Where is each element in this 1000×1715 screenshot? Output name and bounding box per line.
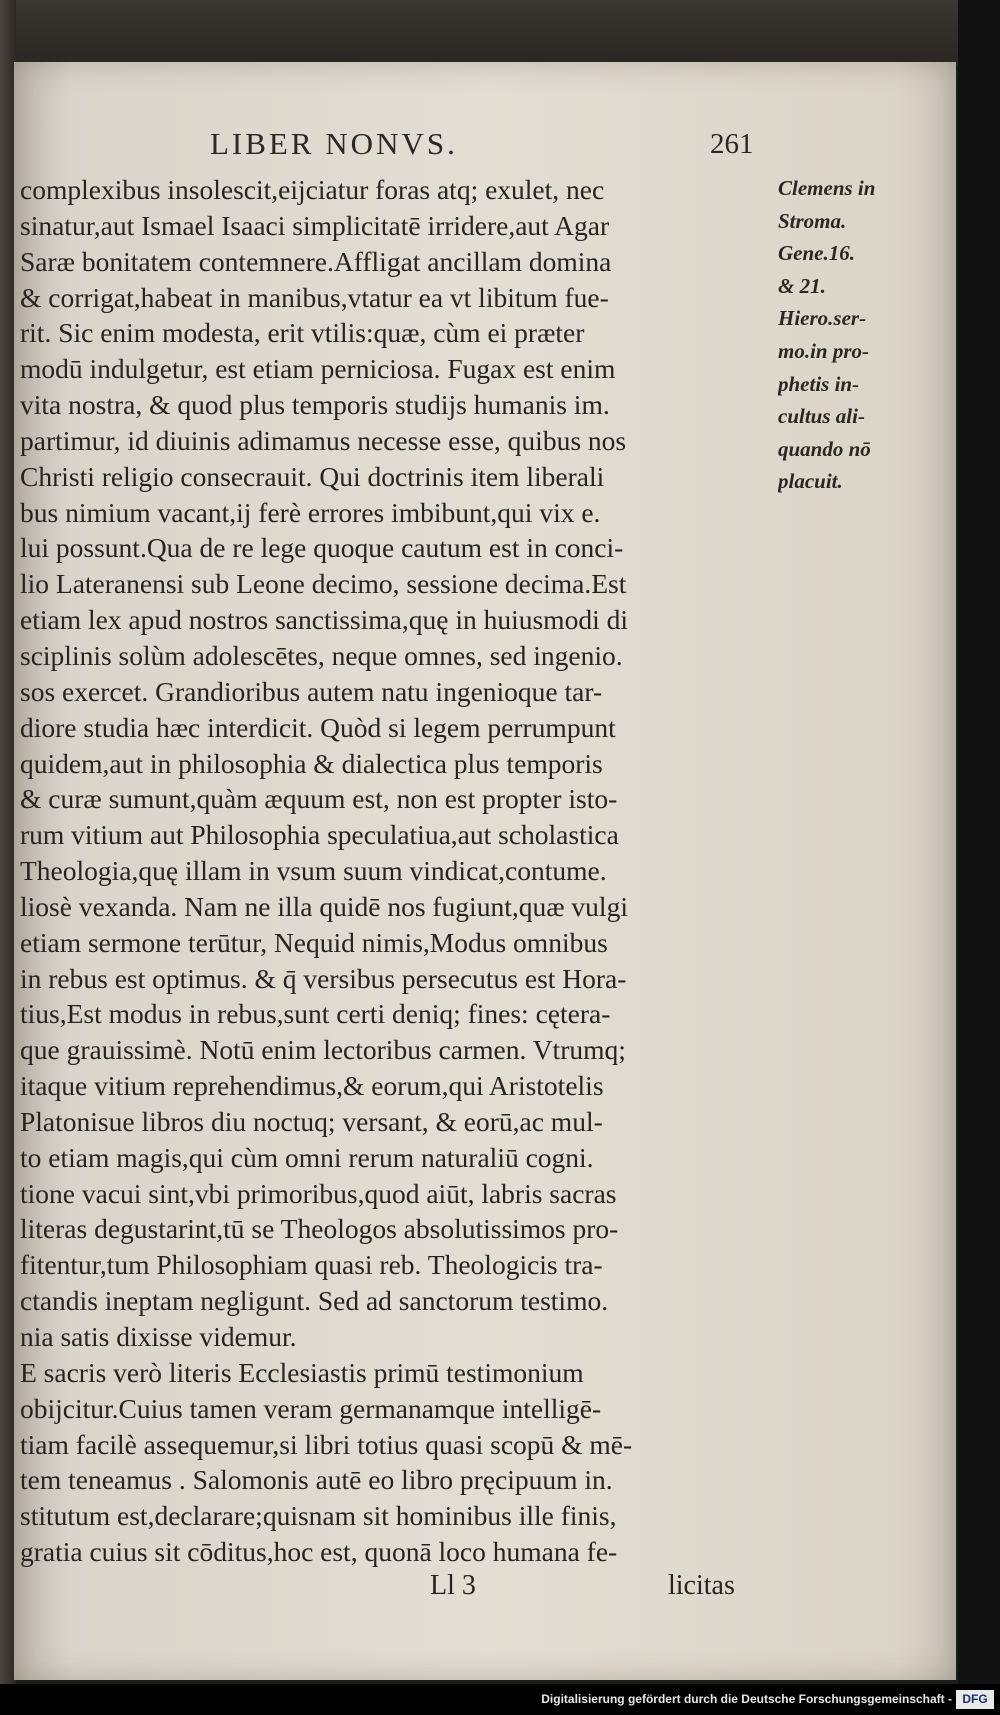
- text-line: liosè vexanda. Nam ne illa quidē nos fugiunt,quæ vulgi: [20, 890, 628, 922]
- page-header: [14, 126, 956, 166]
- running-head: LIBER NONVS.: [210, 126, 458, 161]
- text-line: tius,Est modus in rebus,sunt certi deniq; fines: cętera-: [20, 998, 611, 1030]
- book-page: [14, 62, 956, 1680]
- scanner-background-top: [0, 0, 1000, 66]
- text-line: & corrigat,habeat in manibus,vtatur ea vt libitum fue-: [20, 281, 609, 313]
- dfg-logo: DFG: [956, 1690, 994, 1709]
- catchword: licitas: [668, 1570, 735, 1601]
- text-line: & curæ sumunt,quàm æquum est, non est propter isto-: [20, 783, 618, 815]
- text-line: gratia cuius sit cōditus,hoc est, quonā loco humana fe-: [20, 1536, 618, 1568]
- marginal-note: Clemens in: [778, 176, 876, 200]
- body-text: [20, 172, 770, 1570]
- text-line: tione vacui sint,vbi primoribus,quod aiūt, labris sacras: [20, 1177, 617, 1209]
- text-line: Christi religio consecrauit. Qui doctrinis item liberali: [20, 460, 605, 492]
- text-line: quidem,aut in philosophia & dialectica plus temporis: [20, 747, 603, 779]
- text-line: etiam lex apud nostros sanctissima,quę in huiusmodi di: [20, 604, 628, 636]
- text-line: partimur, id diuinis adimamus necesse esse, quibus nos: [20, 424, 627, 456]
- text-line: bus nimium vacant,ij ferè errores imbibunt,qui vix e.: [20, 496, 601, 528]
- text-line: in rebus est optimus. & q̄ versibus persecutus est Hora-: [20, 962, 627, 994]
- marginal-note: Gene.16.: [778, 241, 855, 266]
- marginal-note: Hiero.ser-: [778, 306, 867, 331]
- page-content: [14, 62, 956, 1680]
- text-line: sinatur,aut Ismael Isaaci simplicitatē irridere,aut Agar: [20, 209, 610, 241]
- marginal-note: quando nō: [778, 436, 871, 461]
- marginal-note: Stroma.: [778, 208, 847, 233]
- marginal-note: mo.in pro-: [778, 338, 870, 363]
- text-line: rit. Sic enim modesta, erit vtilis:quæ, cùm ei præter: [20, 317, 585, 349]
- text-line: nia satis dixisse videmur.: [20, 1321, 297, 1352]
- text-line: sos exercet. Grandioribus autem natu ingenioque tar-: [20, 675, 603, 707]
- text-line: tiam facilè assequemur,si libri totius quasi scopū & mē-: [20, 1428, 633, 1460]
- text-line: itaque vitium reprehendimus,& eorum,qui Aristotelis: [20, 1070, 604, 1102]
- text-line: rum vitium aut Philosophia speculatiua,aut scholastica: [20, 819, 619, 851]
- text-line: ctandis ineptam negligunt. Sed ad sanctorum testimo.: [20, 1285, 609, 1317]
- text-line: Theologia,quę illam in vsum suum vindicat,contume.: [20, 855, 607, 887]
- text-line: vita nostra, & quod plus temporis studijs humanis im.: [20, 389, 610, 421]
- page-number: 261: [710, 128, 754, 160]
- marginal-note: phetis in-: [778, 371, 860, 396]
- text-line: fitentur,tum Philosophiam quasi reb. Theologicis tra-: [20, 1249, 603, 1281]
- text-line: Platonisue libros diu noctuq; versant, & eorū,ac mul-: [20, 1105, 603, 1137]
- text-line: diore studia hæc interdicit. Quòd si legem perrumpunt: [20, 711, 616, 743]
- marginal-note: & 21.: [778, 273, 826, 298]
- text-line: E sacris verò literis Ecclesiastis primū testimonium: [20, 1356, 584, 1388]
- page-footer: [14, 1570, 956, 1610]
- funding-credit: Digitalisierung gefördert durch die Deutsche Forschungsgemeinschaft -: [541, 1692, 952, 1706]
- text-line: to etiam magis,qui cùm omni rerum naturaliū cogni.: [20, 1141, 594, 1173]
- text-line: lio Lateranensi sub Leone decimo, sessione decima.Est: [20, 568, 627, 600]
- text-line: sciplinis solùm adolescētes, neque omnes, sed ingenio.: [20, 639, 623, 671]
- marginal-notes: [778, 172, 908, 498]
- text-line: que grauissimè. Notū enim lectoribus carmen. Vtrumq;: [20, 1034, 626, 1066]
- text-line: tem teneamus . Salomonis autē eo libro pręcipuum in.: [20, 1464, 613, 1496]
- text-line: complexibus insolescit,eijciatur foras atq; exulet, nec: [20, 174, 605, 205]
- text-line: lui possunt.Qua de re lege quoque cautum est in conci-: [20, 532, 624, 564]
- marginal-note: cultus ali-: [778, 404, 865, 429]
- text-line: Saræ bonitatem contemnere.Affligat ancillam domina: [20, 245, 612, 277]
- text-line: modū indulgetur, est etiam perniciosa. Fugax est enim: [20, 353, 616, 385]
- marginal-note: placuit.: [778, 469, 843, 494]
- text-line: literas degustarint,tū se Theologos absolutissimos pro-: [20, 1213, 619, 1245]
- text-line: stitutum est,declarare;quisnam sit hominibus ille finis,: [20, 1500, 617, 1532]
- credit-bar: [0, 1684, 1000, 1715]
- text-line: obijcitur.Cuius tamen veram germanamque intelligē-: [20, 1392, 602, 1424]
- scanner-background-right: [958, 0, 1000, 1715]
- signature-mark: Ll 3: [430, 1570, 476, 1601]
- text-line: etiam sermone terūtur, Nequid nimis,Modus omnibus: [20, 926, 608, 958]
